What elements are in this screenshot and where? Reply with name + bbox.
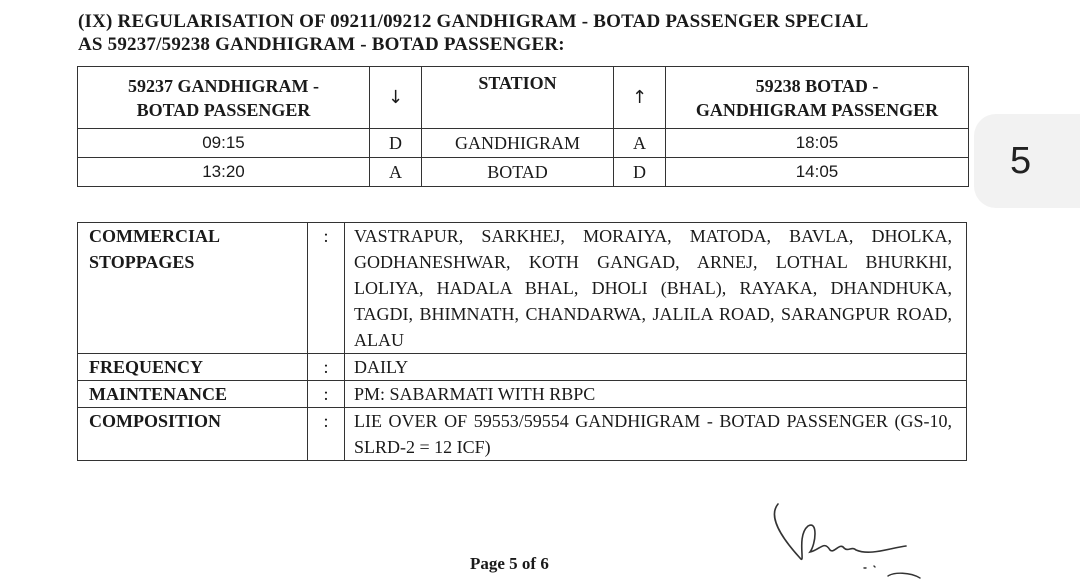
up-code: A (614, 129, 666, 158)
composition-row (78, 408, 967, 461)
colon: : (308, 381, 345, 408)
composition-value: LIE OVER OF 59553/59554 GANDHIGRAM - BOTAD PASSENGER (GS-10, SLRD-2 = 12 ICF) (345, 408, 967, 461)
table-row (78, 129, 969, 158)
frequency-label: FREQUENCY (78, 354, 308, 381)
commercial-stoppages-row (78, 223, 967, 354)
maintenance-row (78, 381, 967, 408)
up-train-header: 59238 BOTAD - GANDHIGRAM PASSENGER (666, 67, 969, 129)
signature-icon (760, 496, 960, 582)
up-time: 18:05 (666, 129, 969, 158)
frequency-row (78, 354, 967, 381)
up-time: 14:05 (666, 158, 969, 187)
down-time: 09:15 (78, 129, 370, 158)
up-code: D (614, 158, 666, 187)
down-code: D (370, 129, 422, 158)
station-name: BOTAD (422, 158, 614, 187)
station-name: GANDHIGRAM (422, 129, 614, 158)
commercial-stoppages-label: COMMERCIAL STOPPAGES (78, 223, 308, 354)
down-time: 13:20 (78, 158, 370, 187)
document-heading (78, 10, 868, 56)
down-train-header: 59237 GANDHIGRAM - BOTAD PASSENGER (78, 67, 370, 129)
timetable (77, 66, 969, 187)
colon: : (308, 354, 345, 381)
page-footer: Page 5 of 6 (470, 554, 549, 573)
up-arrow-icon: ↑ (614, 67, 666, 129)
frequency-value: DAILY (345, 354, 967, 381)
composition-label: COMPOSITION (78, 408, 308, 461)
maintenance-value: PM: SABARMATI WITH RBPC (345, 381, 967, 408)
details-table (77, 222, 967, 461)
maintenance-label: MAINTENANCE (78, 381, 308, 408)
down-code: A (370, 158, 422, 187)
commercial-stoppages-value: VASTRAPUR, SARKHEJ, MORAIYA, MATODA, BAVLA, DHOLKA, GODHANESHWAR, KOTH GANGAD, ARNEJ, LOTHAL BHURKHI, LOLIYA, HADALA BHAL, DHOLI (BHAL), RAYAKA, DHANDHUKA, TAGDI, BHIMNATH, CHANDARWA, JALILA ROAD, SARANGPUR ROAD, ALAU (345, 223, 967, 354)
station-header: STATION (422, 67, 614, 129)
colon: : (308, 408, 345, 461)
down-arrow-icon: ↓ (370, 67, 422, 129)
page-number-badge: 5 (1010, 140, 1032, 182)
heading-line-2: AS 59237/59238 GANDHIGRAM - BOTAD PASSENGER: (78, 34, 565, 55)
timetable-header-row (78, 67, 969, 129)
colon: : (308, 223, 345, 354)
heading-line-1: (IX) REGULARISATION OF 09211/09212 GANDHIGRAM - BOTAD PASSENGER SPECIAL (78, 11, 869, 32)
table-row (78, 158, 969, 187)
